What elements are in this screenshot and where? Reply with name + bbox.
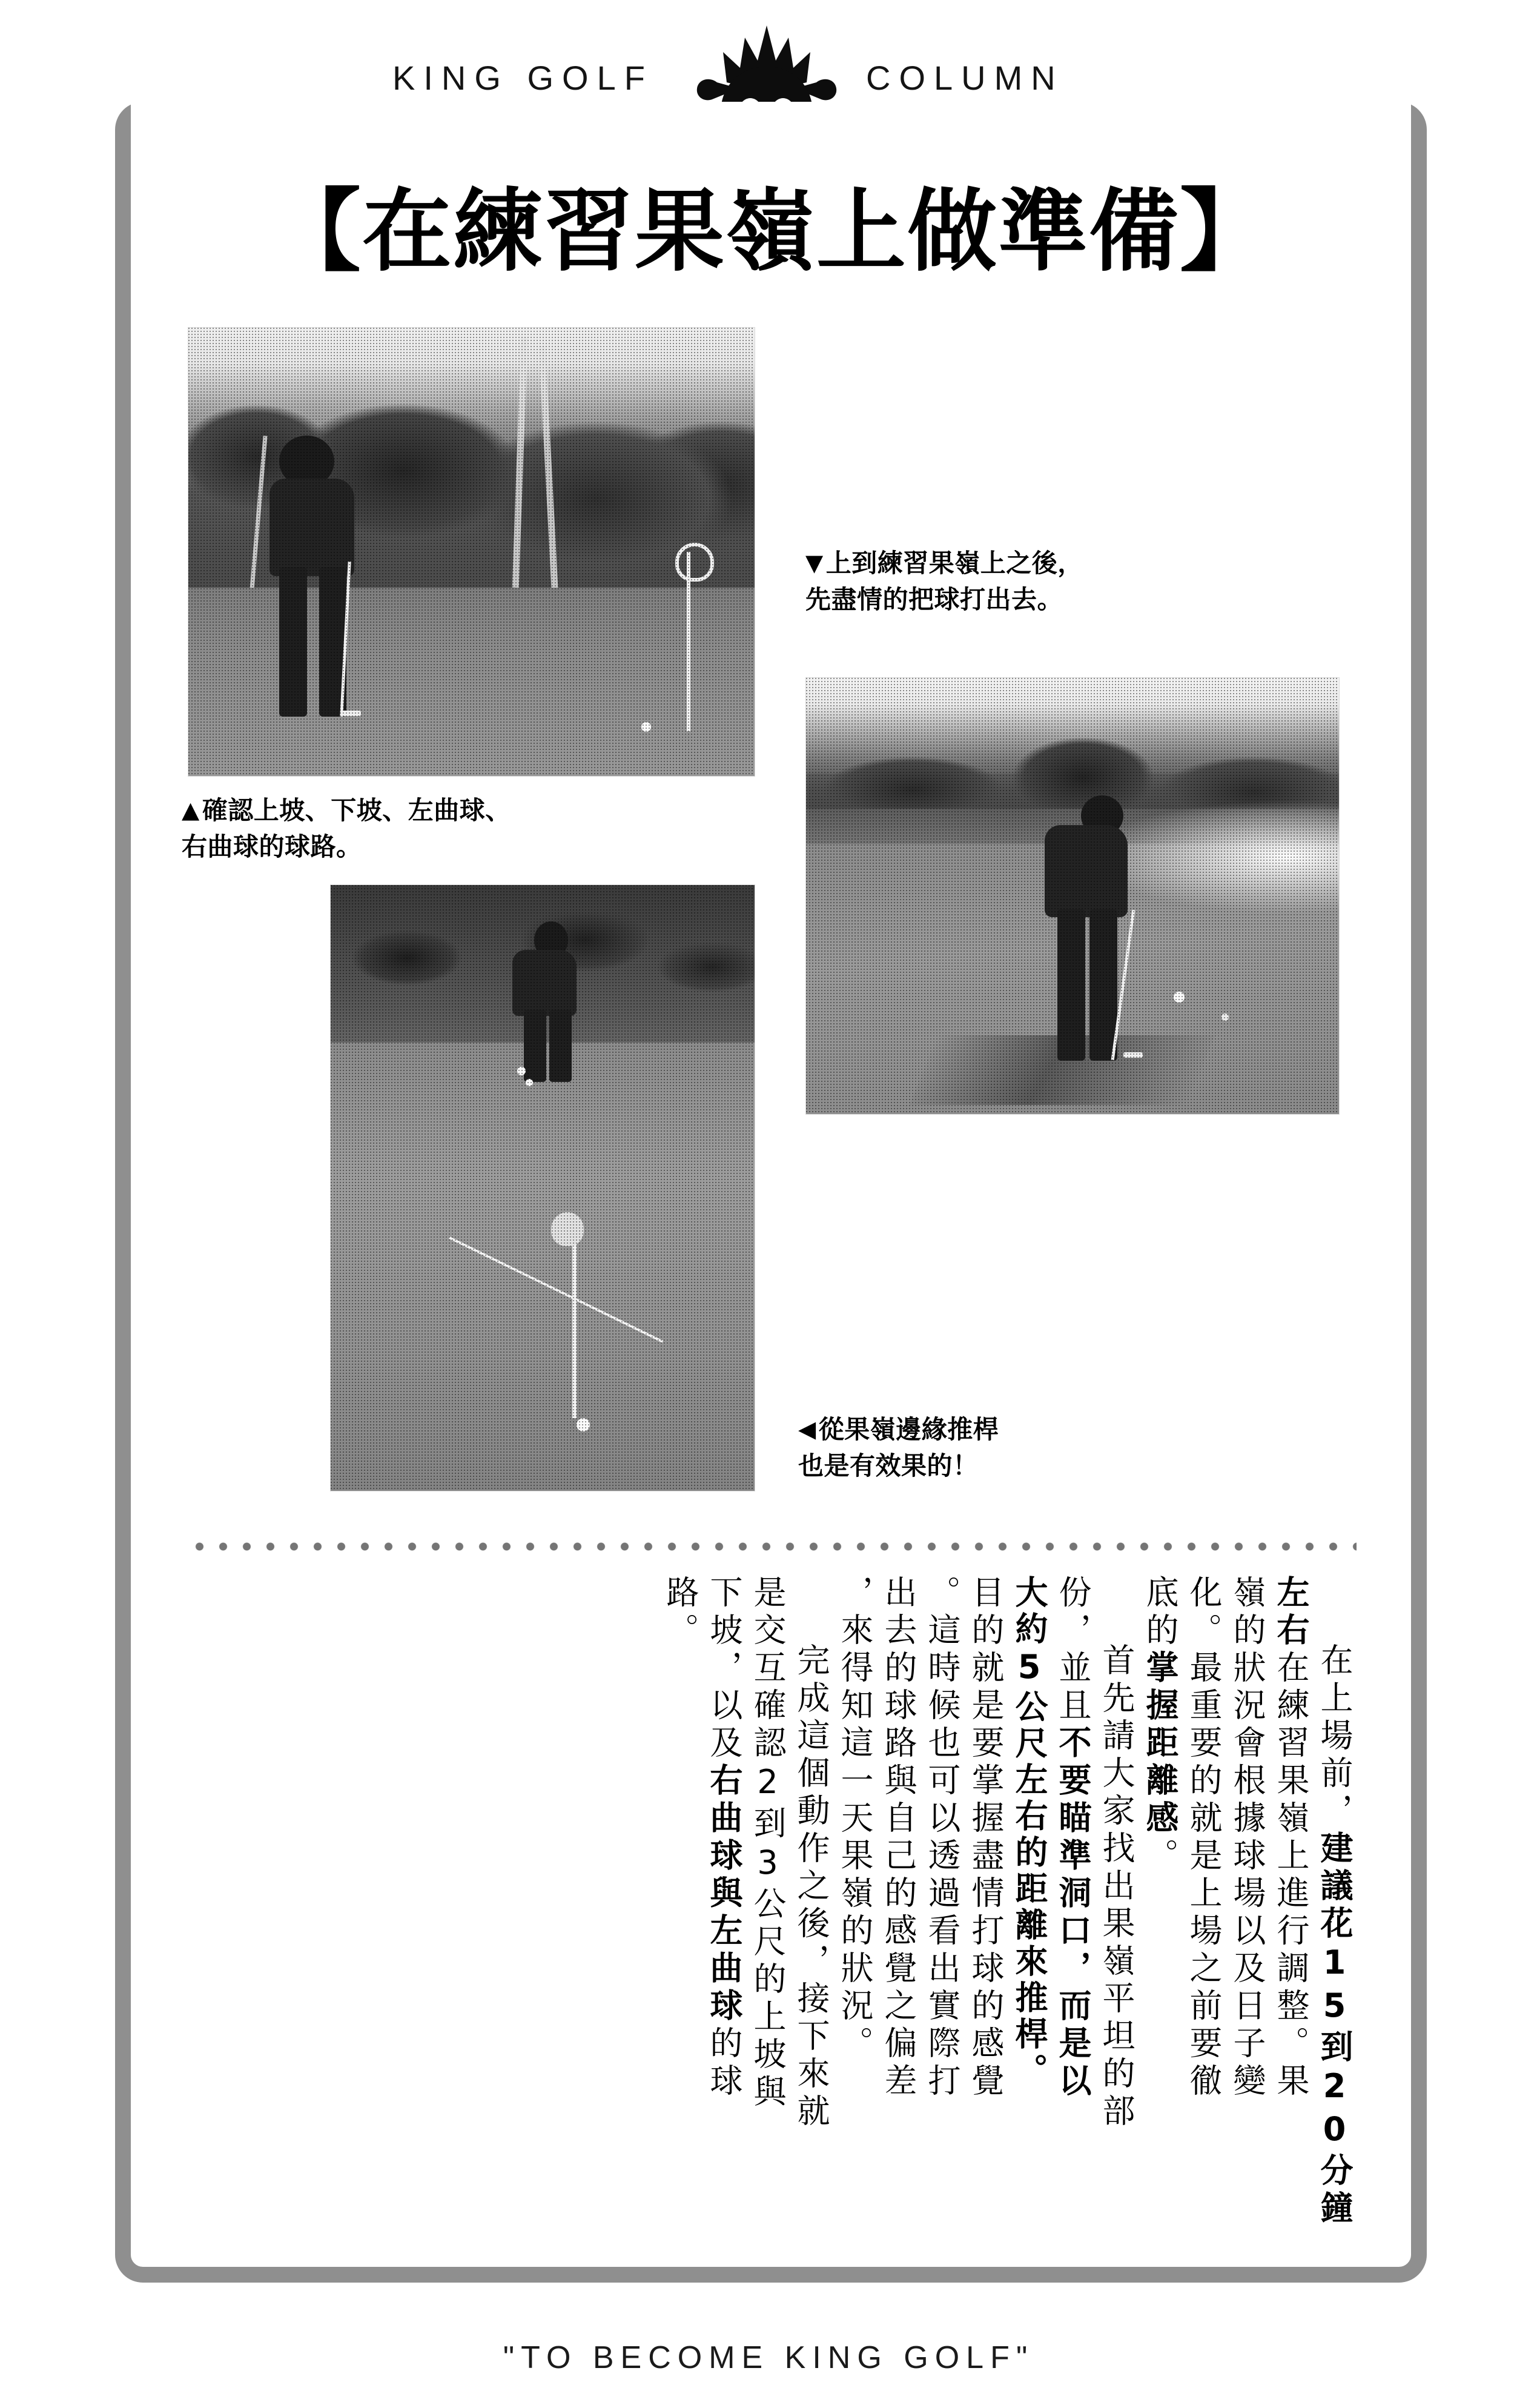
masthead-right-word: COLUMN <box>866 59 1064 97</box>
caption-line-2: 右曲球的球路。 <box>182 831 362 861</box>
body-column-3: 化。最重要的就是上場之前要徹 <box>1185 1575 1223 2101</box>
body-column-11: ，來得知這一天果嶺的狀況。 <box>836 1575 874 2063</box>
caption-line-2: 也是有效果的！ <box>798 1450 979 1481</box>
footer-tagline: "TO BECOME KING GOLF" <box>503 2340 1034 2375</box>
body-column-15: 路。 <box>661 1575 699 1650</box>
body-column-13: 是交互確認2到3公尺的上坡與 <box>749 1575 787 2112</box>
caption-photo-3 <box>798 1411 1222 1484</box>
article-body <box>200 1575 1354 2266</box>
caption-photo-1 <box>182 792 678 864</box>
body-emphasis-6: 不要瞄準洞口，而是以 <box>1054 1725 1092 2101</box>
body-emphasis-4: 掌握距離感 <box>1141 1650 1179 1838</box>
body-emphasis-14: 右曲球與左曲球 <box>705 1763 743 2026</box>
caption-photo-2 <box>805 545 1266 617</box>
body-emphasis-0: 建議花15到20分鐘 <box>1315 1831 1354 2228</box>
body-column-10: 出去的球路與自己的感覺之偏差 <box>879 1575 917 2101</box>
body-column-9: 。這時候也可以透過看出實際打 <box>923 1575 961 2101</box>
body-column-14: 下坡，以及右曲球與左曲球的球 <box>705 1575 743 2101</box>
body-column-7: 大約5公尺左右的距離來推桿。 <box>1010 1575 1048 2089</box>
body-column-1: 左右在練習果嶺上進行調整。果 <box>1272 1575 1310 2101</box>
body-column-0: 在上場前，建議花15到20分鐘 <box>1315 1643 1354 2228</box>
body-column-12: 完成這個動作之後，接下來就 <box>792 1643 830 2131</box>
body-emphasis-1: 左右 <box>1272 1575 1310 1650</box>
up-triangle-marker: ▲ <box>182 797 200 823</box>
body-column-8: 目的就是要掌握盡情打球的感覺 <box>967 1575 1005 2101</box>
golfer-putting-on-practice-green-photo <box>188 327 755 777</box>
masthead-left-word: KING GOLF <box>392 59 653 97</box>
down-triangle-marker: ▼ <box>805 549 824 576</box>
long-putt-from-green-edge-photo <box>330 884 755 1491</box>
body-column-4: 底的掌握距離感。 <box>1141 1575 1179 1876</box>
body-column-6: 份，並且不要瞄準洞口，而是以 <box>1054 1575 1092 2101</box>
caption-line-1: 從果嶺邊緣推桿 <box>818 1415 999 1444</box>
golfer-chipping-toward-green-photo <box>805 677 1340 1115</box>
body-column-5: 首先請大家找出果嶺平坦的部 <box>1097 1643 1135 2131</box>
dotted-divider <box>188 1539 1357 1554</box>
caption-line-1: 上到練習果嶺上之後， <box>825 548 1083 578</box>
left-triangle-marker: ◀ <box>798 1416 816 1442</box>
caption-line-2: 先盡情的把球打出去。 <box>805 584 1063 614</box>
page-title-text: 【在練習果嶺上做準備】 <box>271 179 1271 284</box>
page-title <box>115 179 1427 284</box>
body-column-2: 嶺的狀況會根據球場以及日子變 <box>1228 1575 1266 2101</box>
caption-line-1: 確認上坡、下坡、左曲球、 <box>202 795 511 825</box>
